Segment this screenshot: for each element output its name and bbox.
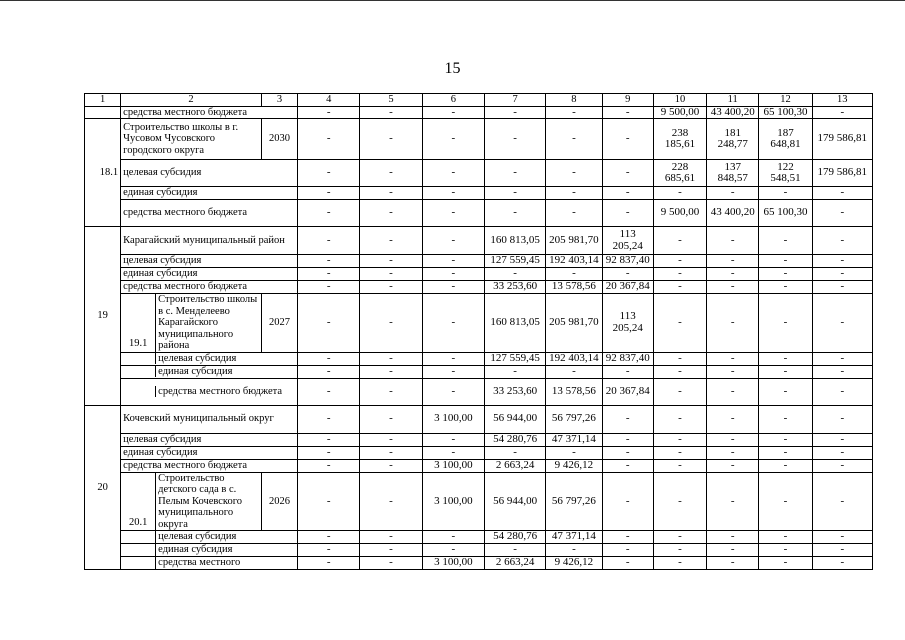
value-cell: 192 403,14 bbox=[546, 255, 602, 268]
value-cell: 127 559,45 bbox=[484, 352, 545, 365]
value-cell: - bbox=[812, 557, 872, 570]
value-cell: - bbox=[602, 268, 653, 281]
row-label: целевая субсидия bbox=[121, 160, 298, 187]
value-cell: - bbox=[653, 294, 706, 353]
value-cell: - bbox=[602, 106, 653, 119]
object-name bbox=[121, 294, 262, 353]
value-cell: - bbox=[602, 160, 653, 187]
value-cell: 3 100,00 bbox=[422, 405, 484, 433]
year-cell: 2030 bbox=[261, 119, 297, 160]
value-cell: 9 426,12 bbox=[546, 557, 602, 570]
value-cell: - bbox=[759, 365, 812, 378]
value-cell: 137 848,57 bbox=[707, 160, 759, 187]
value-cell: - bbox=[707, 352, 759, 365]
value-cell: - bbox=[484, 160, 545, 187]
value-cell: 56 797,26 bbox=[546, 472, 602, 531]
table-row bbox=[85, 268, 873, 281]
value-cell: - bbox=[602, 544, 653, 557]
value-cell: - bbox=[812, 268, 872, 281]
value-cell: - bbox=[602, 459, 653, 472]
value-cell: - bbox=[298, 106, 360, 119]
object-name-text: Строительство школы в с. Менделеево Карагайского муниципального района bbox=[158, 294, 258, 351]
column-header: 9 bbox=[602, 94, 653, 107]
value-cell: - bbox=[707, 281, 759, 294]
column-header: 7 bbox=[484, 94, 545, 107]
value-cell: - bbox=[360, 557, 422, 570]
column-header: 2 bbox=[121, 94, 262, 107]
value-cell: - bbox=[707, 531, 759, 544]
table-row bbox=[85, 378, 873, 405]
value-cell: - bbox=[546, 268, 602, 281]
value-cell: - bbox=[759, 268, 812, 281]
value-cell: 33 253,60 bbox=[484, 281, 545, 294]
value-cell: - bbox=[602, 187, 653, 200]
value-cell: - bbox=[484, 119, 545, 160]
value-cell: - bbox=[298, 365, 360, 378]
table-row bbox=[85, 160, 873, 187]
table-row bbox=[85, 544, 873, 557]
table-row bbox=[85, 446, 873, 459]
value-cell: 9 426,12 bbox=[546, 459, 602, 472]
value-cell: - bbox=[707, 446, 759, 459]
value-cell: - bbox=[602, 557, 653, 570]
value-cell: - bbox=[602, 119, 653, 160]
value-cell: - bbox=[546, 365, 602, 378]
value-cell: - bbox=[812, 365, 872, 378]
value-cell: - bbox=[707, 459, 759, 472]
value-cell: - bbox=[422, 187, 484, 200]
value-cell: - bbox=[422, 160, 484, 187]
value-cell: 192 403,14 bbox=[546, 352, 602, 365]
value-cell: 2 663,24 bbox=[484, 557, 545, 570]
value-cell: 92 837,40 bbox=[602, 352, 653, 365]
value-cell: 47 371,14 bbox=[546, 531, 602, 544]
value-cell: - bbox=[298, 352, 360, 365]
value-cell: - bbox=[707, 227, 759, 255]
value-cell: - bbox=[812, 405, 872, 433]
value-cell: 205 981,70 bbox=[546, 294, 602, 353]
value-cell: - bbox=[759, 531, 812, 544]
value-cell: - bbox=[422, 378, 484, 405]
row-label: средства местного бюджета bbox=[121, 200, 298, 227]
value-cell: 43 400,20 bbox=[707, 200, 759, 227]
value-cell: - bbox=[759, 227, 812, 255]
value-cell: - bbox=[653, 365, 706, 378]
value-cell: - bbox=[360, 227, 422, 255]
table-row bbox=[85, 119, 873, 160]
value-cell: - bbox=[759, 557, 812, 570]
sub-index-cell: 19.1 bbox=[121, 294, 156, 352]
page-number: 15 bbox=[444, 60, 461, 77]
table-row bbox=[85, 405, 873, 433]
value-cell: 54 280,76 bbox=[484, 433, 545, 446]
value-cell: - bbox=[422, 294, 484, 353]
value-cell: - bbox=[484, 200, 545, 227]
table-row bbox=[85, 227, 873, 255]
value-cell: - bbox=[546, 119, 602, 160]
value-cell: - bbox=[653, 378, 706, 405]
value-cell: - bbox=[653, 433, 706, 446]
value-cell: 20 367,84 bbox=[602, 281, 653, 294]
value-cell: - bbox=[707, 557, 759, 570]
sub-index-spacer bbox=[121, 531, 156, 543]
row-label bbox=[121, 378, 298, 405]
district-name: Кочевский муниципальный округ bbox=[121, 405, 298, 433]
table-row bbox=[85, 459, 873, 472]
value-cell: - bbox=[360, 160, 422, 187]
value-cell: - bbox=[707, 378, 759, 405]
value-cell: - bbox=[707, 268, 759, 281]
value-cell: - bbox=[707, 187, 759, 200]
value-cell: - bbox=[812, 531, 872, 544]
value-cell: - bbox=[360, 459, 422, 472]
value-cell: 65 100,30 bbox=[759, 106, 812, 119]
value-cell: 127 559,45 bbox=[484, 255, 545, 268]
value-cell: - bbox=[707, 544, 759, 557]
row-label: целевая субсидия bbox=[121, 433, 298, 446]
value-cell: - bbox=[653, 405, 706, 433]
row-label: средства местного бюджета bbox=[121, 281, 298, 294]
row-label-text: целевая субсидия bbox=[158, 531, 237, 543]
sub-index-spacer bbox=[121, 386, 156, 398]
row-label: единая субсидия bbox=[121, 268, 298, 281]
value-cell: - bbox=[360, 352, 422, 365]
value-cell: 56 944,00 bbox=[484, 405, 545, 433]
value-cell: - bbox=[707, 294, 759, 353]
object-name bbox=[121, 472, 262, 531]
value-cell: - bbox=[422, 255, 484, 268]
row-label: целевая субсидия bbox=[121, 255, 298, 268]
value-cell: 3 100,00 bbox=[422, 472, 484, 531]
value-cell: 43 400,20 bbox=[707, 106, 759, 119]
value-cell: - bbox=[812, 281, 872, 294]
value-cell: 113 205,24 bbox=[602, 227, 653, 255]
value-cell: - bbox=[812, 433, 872, 446]
value-cell: 3 100,00 bbox=[422, 557, 484, 570]
value-cell: 122 548,51 bbox=[759, 160, 812, 187]
value-cell: - bbox=[602, 365, 653, 378]
value-cell: 56 797,26 bbox=[546, 405, 602, 433]
value-cell: - bbox=[298, 544, 360, 557]
value-cell: - bbox=[298, 459, 360, 472]
value-cell: - bbox=[484, 187, 545, 200]
row-label-text: единая субсидия bbox=[158, 365, 233, 377]
table-row bbox=[85, 255, 873, 268]
value-cell: 54 280,76 bbox=[484, 531, 545, 544]
value-cell: - bbox=[759, 544, 812, 557]
value-cell: - bbox=[812, 187, 872, 200]
table-row bbox=[85, 281, 873, 294]
value-cell: - bbox=[602, 405, 653, 433]
header-row bbox=[85, 94, 873, 107]
value-cell: - bbox=[602, 433, 653, 446]
value-cell: - bbox=[707, 255, 759, 268]
value-cell: 160 813,05 bbox=[484, 294, 545, 353]
value-cell: - bbox=[653, 281, 706, 294]
value-cell: - bbox=[812, 200, 872, 227]
value-cell: - bbox=[653, 227, 706, 255]
value-cell: - bbox=[546, 544, 602, 557]
value-cell: - bbox=[422, 365, 484, 378]
column-header: 13 bbox=[812, 94, 872, 107]
value-cell: - bbox=[759, 378, 812, 405]
value-cell: - bbox=[484, 106, 545, 119]
table-row bbox=[85, 557, 873, 570]
value-cell: - bbox=[759, 352, 812, 365]
value-cell: 238 185,61 bbox=[653, 119, 706, 160]
value-cell: 47 371,14 bbox=[546, 433, 602, 446]
value-cell: - bbox=[812, 459, 872, 472]
value-cell: - bbox=[298, 160, 360, 187]
value-cell: - bbox=[759, 472, 812, 531]
value-cell: - bbox=[360, 268, 422, 281]
value-cell: - bbox=[759, 405, 812, 433]
value-cell: - bbox=[298, 294, 360, 353]
value-cell: - bbox=[812, 294, 872, 353]
column-header: 1 bbox=[85, 94, 121, 107]
value-cell: 9 500,00 bbox=[653, 200, 706, 227]
value-cell: - bbox=[653, 459, 706, 472]
row-label: средства местного бюджета bbox=[121, 459, 298, 472]
table-row bbox=[85, 352, 873, 365]
top-rule bbox=[0, 0, 905, 1]
value-cell: 65 100,30 bbox=[759, 200, 812, 227]
value-cell: 179 586,81 bbox=[812, 160, 872, 187]
value-cell: - bbox=[422, 281, 484, 294]
value-cell: - bbox=[422, 227, 484, 255]
value-cell: - bbox=[298, 472, 360, 531]
value-cell: - bbox=[812, 378, 872, 405]
group-index-cell: 19 bbox=[85, 227, 121, 406]
value-cell: - bbox=[602, 531, 653, 544]
table-row bbox=[85, 365, 873, 378]
value-cell: - bbox=[360, 281, 422, 294]
row-label bbox=[121, 352, 298, 365]
value-cell: - bbox=[422, 119, 484, 160]
value-cell: - bbox=[360, 544, 422, 557]
row-label: единая субсидия bbox=[121, 187, 298, 200]
index-cell bbox=[85, 106, 121, 119]
value-cell: - bbox=[653, 446, 706, 459]
value-cell: - bbox=[812, 352, 872, 365]
value-cell: - bbox=[360, 106, 422, 119]
budget-table bbox=[84, 93, 873, 570]
row-label: средства местного бюджета bbox=[121, 106, 298, 119]
value-cell: - bbox=[759, 281, 812, 294]
value-cell: - bbox=[546, 160, 602, 187]
value-cell: - bbox=[653, 544, 706, 557]
table-row bbox=[85, 200, 873, 227]
value-cell: - bbox=[298, 281, 360, 294]
value-cell: - bbox=[546, 446, 602, 459]
value-cell: - bbox=[812, 255, 872, 268]
table-row bbox=[85, 106, 873, 119]
value-cell: - bbox=[298, 187, 360, 200]
row-label-text: единая субсидия bbox=[158, 544, 233, 556]
value-cell: 2 663,24 bbox=[484, 459, 545, 472]
value-cell: - bbox=[298, 557, 360, 570]
column-header: 6 bbox=[422, 94, 484, 107]
table-row bbox=[85, 472, 873, 531]
value-cell: - bbox=[298, 378, 360, 405]
value-cell: - bbox=[653, 352, 706, 365]
group-index-cell: 20 bbox=[85, 405, 121, 570]
value-cell: - bbox=[298, 119, 360, 160]
value-cell: - bbox=[653, 187, 706, 200]
object-name: Строительство школы в г. Чусовом Чусовского городского округа bbox=[121, 119, 262, 160]
district-name: Карагайский муниципальный район bbox=[121, 227, 298, 255]
value-cell: - bbox=[484, 268, 545, 281]
value-cell: 33 253,60 bbox=[484, 378, 545, 405]
value-cell: - bbox=[812, 227, 872, 255]
value-cell: 113 205,24 bbox=[602, 294, 653, 353]
value-cell: - bbox=[707, 433, 759, 446]
object-name-text: Строительство детского сада в с. Пелым Кочевского муниципального округа bbox=[158, 472, 243, 530]
sub-index-cell: 20.1 bbox=[121, 473, 156, 531]
column-header: 8 bbox=[546, 94, 602, 107]
sub-index-spacer bbox=[121, 544, 156, 556]
sub-index-spacer bbox=[121, 353, 156, 365]
value-cell: - bbox=[422, 106, 484, 119]
value-cell: 13 578,56 bbox=[546, 378, 602, 405]
value-cell: - bbox=[360, 472, 422, 531]
value-cell: - bbox=[546, 187, 602, 200]
value-cell: 3 100,00 bbox=[422, 459, 484, 472]
value-cell: 9 500,00 bbox=[653, 106, 706, 119]
value-cell: 20 367,84 bbox=[602, 378, 653, 405]
value-cell: - bbox=[298, 200, 360, 227]
value-cell: - bbox=[759, 255, 812, 268]
value-cell: - bbox=[759, 187, 812, 200]
row-label-text: средства местного бюджета bbox=[158, 385, 283, 397]
table-row bbox=[85, 294, 873, 353]
value-cell: - bbox=[360, 365, 422, 378]
row-label-text: целевая субсидия bbox=[158, 352, 237, 364]
value-cell: - bbox=[298, 531, 360, 544]
value-cell: 179 586,81 bbox=[812, 119, 872, 160]
value-cell: - bbox=[546, 200, 602, 227]
row-label bbox=[121, 557, 298, 570]
sub-index-spacer bbox=[121, 557, 156, 569]
value-cell: - bbox=[422, 352, 484, 365]
column-header: 12 bbox=[759, 94, 812, 107]
row-label bbox=[121, 365, 298, 378]
value-cell: 181 248,77 bbox=[707, 119, 759, 160]
table-row bbox=[85, 531, 873, 544]
sub-index-cell: 18.1 bbox=[85, 119, 121, 227]
value-cell: - bbox=[484, 446, 545, 459]
value-cell: - bbox=[360, 433, 422, 446]
value-cell: - bbox=[422, 268, 484, 281]
value-cell: - bbox=[812, 106, 872, 119]
value-cell: - bbox=[759, 433, 812, 446]
value-cell: - bbox=[653, 268, 706, 281]
year-cell: 2027 bbox=[261, 294, 297, 353]
value-cell: - bbox=[360, 405, 422, 433]
value-cell: 205 981,70 bbox=[546, 227, 602, 255]
column-header: 3 bbox=[261, 94, 297, 107]
value-cell: 56 944,00 bbox=[484, 472, 545, 531]
value-cell: - bbox=[360, 200, 422, 227]
value-cell: - bbox=[422, 531, 484, 544]
value-cell: - bbox=[298, 227, 360, 255]
value-cell: - bbox=[298, 433, 360, 446]
value-cell: - bbox=[422, 200, 484, 227]
value-cell: - bbox=[812, 446, 872, 459]
value-cell: - bbox=[707, 405, 759, 433]
column-header: 4 bbox=[298, 94, 360, 107]
row-label bbox=[121, 531, 298, 544]
sub-index-spacer bbox=[121, 366, 156, 378]
value-cell: 228 685,61 bbox=[653, 160, 706, 187]
column-header: 10 bbox=[653, 94, 706, 107]
table-row bbox=[85, 433, 873, 446]
value-cell: - bbox=[602, 200, 653, 227]
value-cell: - bbox=[759, 459, 812, 472]
value-cell: 160 813,05 bbox=[484, 227, 545, 255]
value-cell: - bbox=[422, 544, 484, 557]
value-cell: - bbox=[653, 531, 706, 544]
value-cell: 187 648,81 bbox=[759, 119, 812, 160]
value-cell: - bbox=[298, 405, 360, 433]
value-cell: - bbox=[602, 446, 653, 459]
row-label-text: средства местного bbox=[158, 557, 241, 569]
value-cell: 92 837,40 bbox=[602, 255, 653, 268]
value-cell: - bbox=[360, 378, 422, 405]
value-cell: - bbox=[546, 106, 602, 119]
value-cell: - bbox=[298, 446, 360, 459]
value-cell: - bbox=[812, 544, 872, 557]
value-cell: - bbox=[360, 119, 422, 160]
row-label bbox=[121, 544, 298, 557]
value-cell: - bbox=[759, 446, 812, 459]
value-cell: - bbox=[360, 294, 422, 353]
value-cell: - bbox=[812, 472, 872, 531]
value-cell: 13 578,56 bbox=[546, 281, 602, 294]
value-cell: - bbox=[759, 294, 812, 353]
column-header: 11 bbox=[707, 94, 759, 107]
value-cell: - bbox=[484, 544, 545, 557]
value-cell: - bbox=[653, 557, 706, 570]
table-row bbox=[85, 187, 873, 200]
value-cell: - bbox=[360, 255, 422, 268]
value-cell: - bbox=[707, 472, 759, 531]
value-cell: - bbox=[360, 446, 422, 459]
value-cell: - bbox=[422, 433, 484, 446]
column-header: 5 bbox=[360, 94, 422, 107]
value-cell: - bbox=[298, 255, 360, 268]
value-cell: - bbox=[653, 255, 706, 268]
row-label: единая субсидия bbox=[121, 446, 298, 459]
value-cell: - bbox=[360, 531, 422, 544]
value-cell: - bbox=[484, 365, 545, 378]
value-cell: - bbox=[422, 446, 484, 459]
value-cell: - bbox=[298, 268, 360, 281]
value-cell: - bbox=[653, 472, 706, 531]
year-cell: 2026 bbox=[261, 472, 297, 531]
value-cell: - bbox=[602, 472, 653, 531]
value-cell: - bbox=[707, 365, 759, 378]
value-cell: - bbox=[360, 187, 422, 200]
